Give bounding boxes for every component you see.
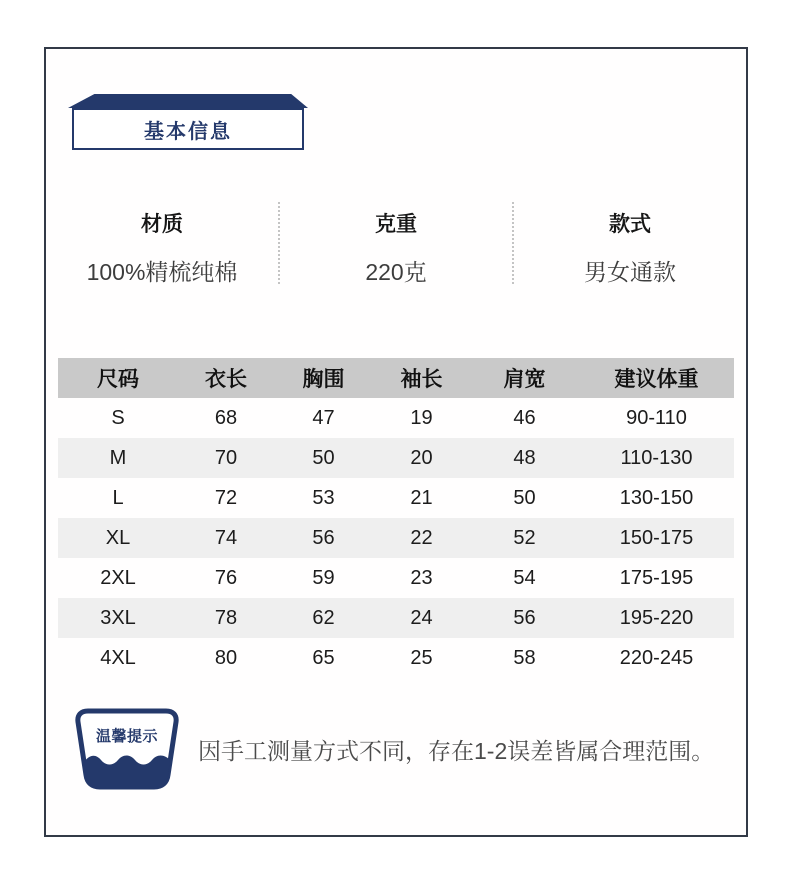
table-cell: XL — [105, 526, 131, 549]
table-cell: 175-195 — [619, 566, 694, 589]
info-col-style — [514, 202, 746, 284]
table-cell: M — [109, 446, 127, 469]
table-cell: 195-220 — [619, 606, 694, 629]
table-cell: 2XL — [100, 566, 136, 589]
table-cell: 110-130 — [620, 446, 693, 469]
table-cell: 3XL — [100, 606, 136, 629]
column-header: 肩宽 — [470, 358, 579, 398]
table-cell: 59 — [312, 566, 335, 589]
table-cell: 25 — [410, 646, 433, 669]
info-value: 220克 — [365, 259, 427, 285]
info-col-weight — [280, 202, 514, 284]
table-cell: 65 — [312, 646, 335, 669]
table-cell: 24 — [410, 606, 433, 629]
basic-info-row — [46, 202, 746, 284]
size-table — [58, 358, 734, 678]
table-cell: 58 — [513, 646, 536, 669]
wash-tub-icon — [74, 708, 180, 790]
table-header-row — [58, 358, 734, 398]
info-label: 款式 — [609, 213, 651, 236]
table-row — [58, 478, 734, 518]
table-cell: 23 — [410, 566, 433, 589]
table-cell: 74 — [214, 526, 238, 549]
table-cell: 56 — [312, 526, 335, 549]
table-cell: 52 — [513, 526, 536, 549]
section-title: 基本信息 — [144, 120, 232, 143]
tip-text: 因手工测量方式不同，存在1-2误差皆属合理范围。 — [198, 737, 715, 764]
column-header: 建议体重 — [579, 358, 734, 398]
table-cell: 4XL — [100, 646, 136, 669]
table-cell: 70 — [214, 446, 238, 469]
section-title-box — [72, 108, 304, 150]
table-row — [58, 638, 734, 678]
table-cell: 130-150 — [619, 486, 694, 509]
table-cell: 48 — [513, 446, 536, 469]
table-cell: 80 — [214, 646, 238, 669]
table-row — [58, 558, 734, 598]
table-cell: 56 — [513, 606, 536, 629]
info-value: 男女通款 — [584, 259, 676, 285]
table-cell: 50 — [513, 486, 536, 509]
table-cell: 47 — [312, 406, 335, 429]
info-col-material — [46, 202, 280, 284]
column-header: 袖长 — [373, 358, 470, 398]
table-cell: 68 — [214, 406, 238, 429]
info-label: 材质 — [141, 213, 183, 236]
product-info-panel — [44, 47, 748, 837]
table-cell: 53 — [312, 486, 335, 509]
column-header: 胸围 — [274, 358, 373, 398]
column-header: 衣长 — [178, 358, 274, 398]
table-cell: 20 — [410, 446, 433, 469]
table-cell: 72 — [214, 486, 238, 509]
info-label: 克重 — [375, 213, 417, 236]
table-cell: 220-245 — [619, 646, 694, 669]
table-cell: 54 — [513, 566, 536, 589]
table-cell: S — [111, 406, 125, 429]
table-cell: 46 — [513, 406, 536, 429]
table-cell: 21 — [410, 486, 433, 509]
table-row — [58, 518, 734, 558]
warm-tip-label: 温馨提示 — [95, 728, 158, 745]
info-value: 100%精梳纯棉 — [86, 259, 238, 285]
warm-tip-badge — [74, 708, 180, 790]
section-badge — [72, 94, 304, 150]
table-cell: 150-175 — [619, 526, 694, 549]
table-cell: 50 — [312, 446, 335, 469]
size-table-header — [58, 358, 734, 398]
table-row — [58, 398, 734, 438]
table-cell: 62 — [312, 606, 335, 629]
table-cell: 19 — [410, 406, 433, 429]
column-header: 尺码 — [58, 358, 178, 398]
size-table-body — [58, 398, 734, 678]
table-cell: L — [112, 486, 124, 509]
tip-section — [74, 708, 746, 790]
table-row — [58, 598, 734, 638]
table-cell: 22 — [410, 526, 433, 549]
table-row — [58, 438, 734, 478]
table-cell: 76 — [214, 566, 238, 589]
table-cell: 78 — [214, 606, 238, 629]
table-cell: 90-110 — [626, 406, 687, 429]
badge-roof-decoration — [68, 94, 308, 108]
